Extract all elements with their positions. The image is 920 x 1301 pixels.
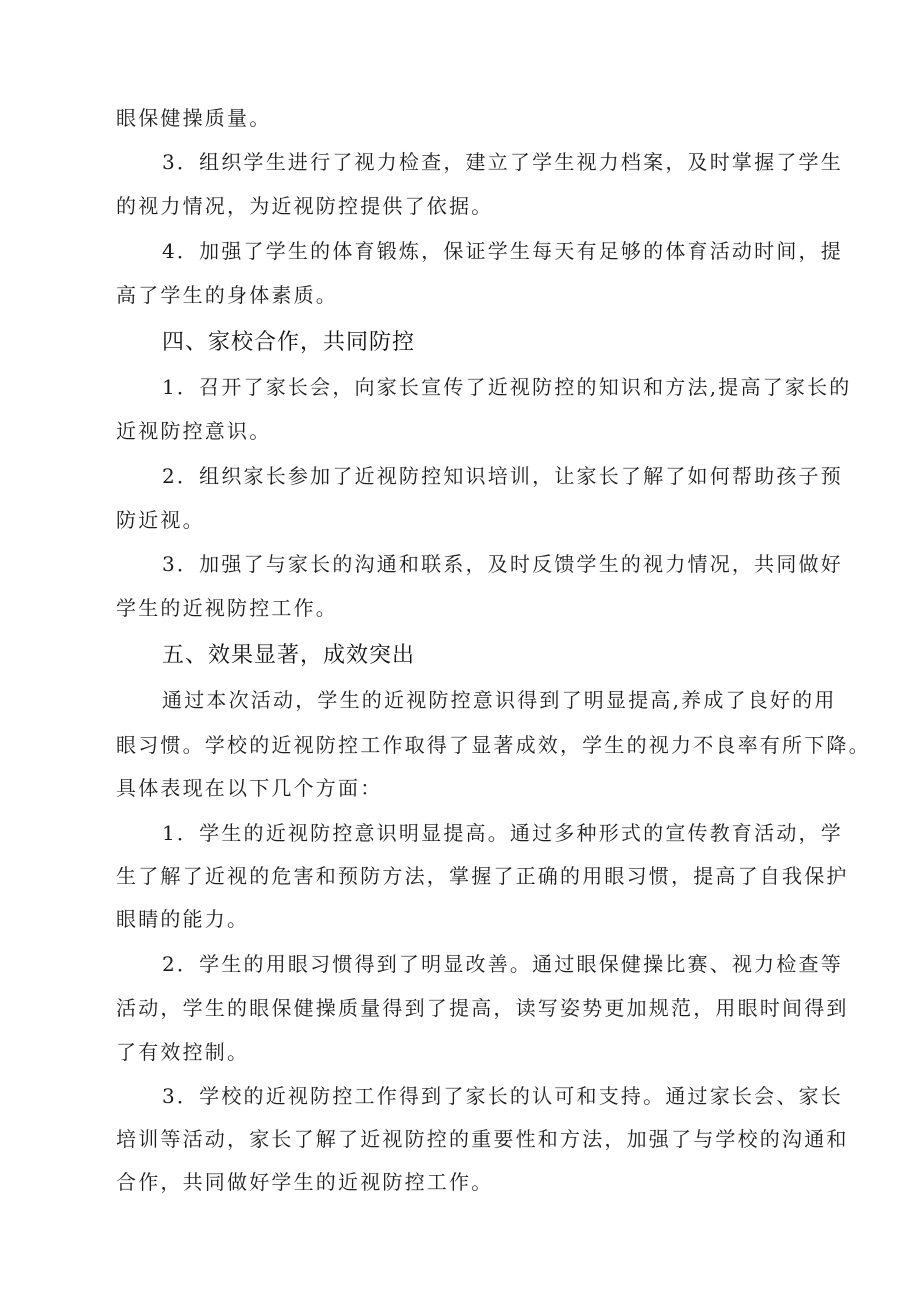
paragraph-line: 合作，共同做好学生的近视防控工作。 [116,1170,494,1194]
paragraph-line: 眼睛的能力。 [116,907,250,931]
paragraph-line: 通过本次活动，学生的近视防控意识得到了明显提高,养成了良好的用 [162,688,837,712]
paragraph-line: 的视力情况，为近视防控提供了依据。 [116,194,494,218]
paragraph-line: 眼习惯。学校的近视防控工作取得了显著成效，学生的视力不良率有所下降。 [116,733,871,757]
paragraph-line: 培训等活动，家长了解了近视防控的重要性和方法，加强了与学校的沟通和 [116,1127,849,1151]
paragraph-line: 防近视。 [116,508,205,532]
list-item-line: 1．召开了家长会，向家长宣传了近视防控的知识和方法,提高了家长的 [162,375,852,399]
paragraph-line: 眼保健操质量。 [116,106,272,130]
section-heading-4: 四、家校合作，共同防控 [162,330,416,355]
list-item-line: 1．学生的近视防控意识明显提高。通过多种形式的宣传教育活动，学 [162,821,843,845]
list-item-line: 3．组织学生进行了视力检查，建立了学生视力档案，及时掌握了学生 [162,150,843,174]
list-item-line: 2．学生的用眼习惯得到了明显改善。通过眼保健操比赛、视力检查等 [162,952,843,976]
paragraph-line: 具体表现在以下几个方面： [116,776,383,800]
paragraph-line: 学生的近视防控工作。 [116,596,338,620]
list-item-line: 2．组织家长参加了近视防控知识培训，让家长了解了如何帮助孩子预 [162,464,843,488]
list-item-line: 3．学校的近视防控工作得到了家长的认可和支持。通过家长会、家长 [162,1084,843,1108]
list-item-line: 4．加强了学生的体育锻炼，保证学生每天有足够的体育活动时间，提 [162,239,843,263]
list-item-line: 3．加强了与家长的沟通和联系，及时反馈学生的视力情况，共同做好 [162,552,843,576]
paragraph-line: 高了学生的身体素质。 [116,283,338,307]
section-heading-5: 五、效果显著，成效突出 [162,643,416,668]
paragraph-line: 了有效控制。 [116,1040,250,1064]
paragraph-line: 近视防控意识。 [116,419,272,443]
paragraph-line: 生了解了近视的危害和预防方法，掌握了正确的用眼习惯，提高了自我保护 [116,864,849,888]
paragraph-line: 活动，学生的眼保健操质量得到了提高，读写姿势更加规范，用眼时间得到 [116,996,849,1020]
